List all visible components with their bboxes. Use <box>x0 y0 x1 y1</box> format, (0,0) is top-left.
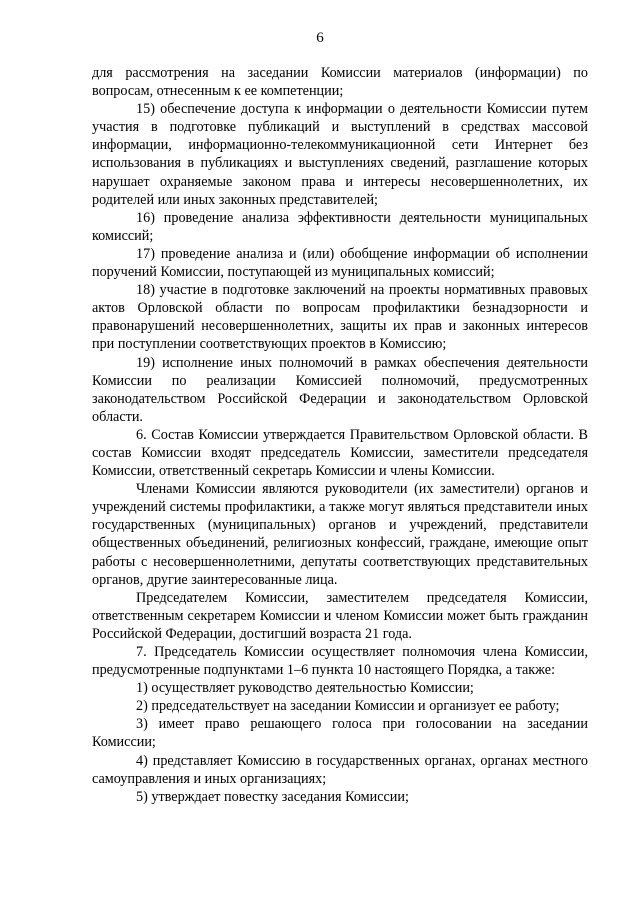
document-body <box>92 64 588 806</box>
clause-7: 7. Председатель Комиссии осуществляет полномочия члена Комиссии, предусмотренные подпунктами 1–6 пункта 10 настоящего Порядка, а также: <box>92 644 588 679</box>
clause-6: 6. Состав Комиссии утверждается Правительством Орловской области. В состав Комиссии входят председатель Комиссии, заместители председателя Комиссии, ответственный секретарь Комиссии и члены Комиссии. <box>92 426 588 480</box>
chair-duty-1: 1) осуществляет руководство деятельностью Комиссии; <box>136 680 474 697</box>
list-item-19: 19) исполнение иных полномочий в рамках обеспечения деятельности Комиссии по реализации Комиссией полномочий, предусмотренных законодательством Российской Федерации и законодательством Орловской области. <box>92 354 588 425</box>
list-item-15: 15) обеспечение доступа к информации о деятельности Комиссии путем участия в подготовке публикаций и выступлений в средствах массовой информации, информационно-телекоммуникационной сети Интернет без использования в публикациях и выступлениях сведений, разглашение которых нарушает охраняемые законом права и интересы несовершеннолетних, их родителей или иных законных представителей; <box>92 101 588 208</box>
chair-duty-2: 2) председательствует на заседании Комиссии и организует ее работу; <box>136 698 560 715</box>
chair-duty-4: 4) представляет Комиссию в государственных органах, органах местного самоуправления и иных организациях; <box>92 752 588 787</box>
list-item-16: 16) проведение анализа эффективности деятельности муниципальных комиссий; <box>92 209 588 244</box>
paragraph-members: Членами Комиссии являются руководители (их заместители) органов и учреждений системы профилактики, а также могут являться представители иных государственных (муниципальных) органов и учреждений, представители общественных объединений, религиозных конфессий, граждане, имеющие опыт работы с несовершеннолетними, депутаты соответствующих представительных органов, другие заинтересованные лица. <box>92 481 588 588</box>
page-number: 6 <box>316 30 324 46</box>
paragraph-continuation: для рассмотрения на заседании Комиссии материалов (информации) по вопросам, отнесенным к ее компетенции; <box>92 65 588 100</box>
paragraph-eligibility: Председателем Комиссии, заместителем председателя Комиссии, ответственным секретарем Комиссии и членом Комиссии может быть гражданин Российской Федерации, достигший возраста 21 года. <box>92 589 588 642</box>
list-item-17: 17) проведение анализа и (или) обобщение информации об исполнении поручений Комиссии, поступающей из муниципальных комиссий; <box>92 245 588 281</box>
chair-duty-3: 3) имеет право решающего голоса при голосовании на заседании Комиссии; <box>92 716 588 751</box>
chair-duty-5: 5) утверждает повестку заседания Комиссии; <box>136 788 409 805</box>
list-item-18: 18) участие в подготовке заключений на проекты нормативных правовых актов Орловской области по вопросам профилактики безнадзорности и правонарушений несовершеннолетних, защиты их прав и законных интересов при поступлении соответствующих проектов в Комиссию; <box>92 282 588 353</box>
